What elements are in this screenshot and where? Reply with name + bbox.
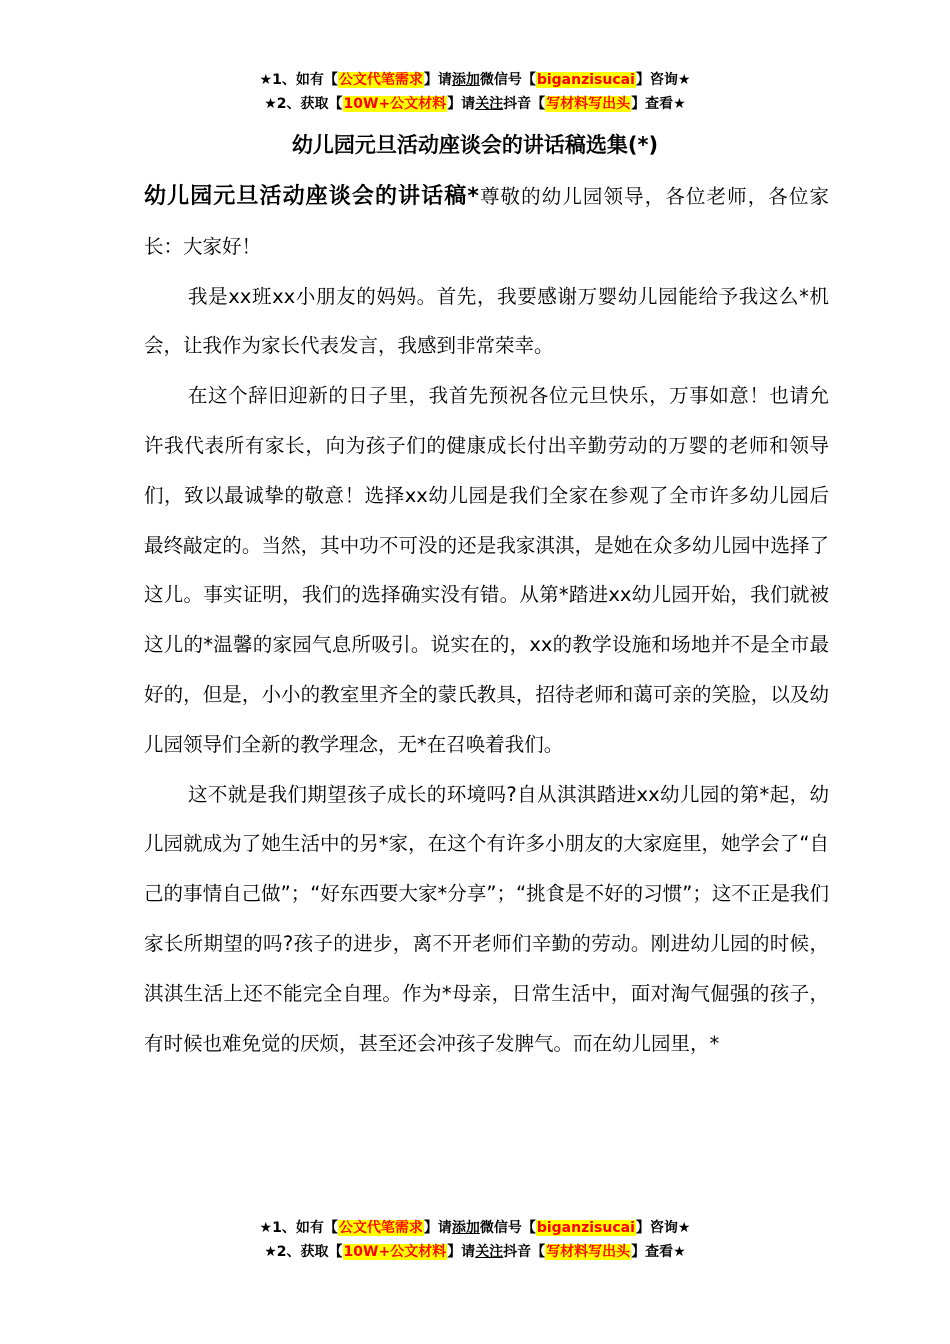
document-title: 幼儿园元旦活动座谈会的讲话稿选集(*) <box>291 133 659 157</box>
highlight-wechat-id: biganzisucai <box>536 1220 635 1236</box>
lead-heading: 幼儿园元旦活动座谈会的讲话稿* <box>144 184 479 209</box>
lead-text: 尊敬的幼儿园领导，各位老师，各位家长：大家好！ <box>144 185 829 258</box>
banner-text: 】请 <box>423 1220 452 1236</box>
banner-text: 】请 <box>423 72 452 88</box>
banner-text: ★1、如有【 <box>259 72 338 88</box>
banner-line-2 <box>0 1240 950 1264</box>
underlined-text: 添加 <box>451 72 480 88</box>
footer-banner <box>0 1216 950 1264</box>
document-body <box>144 172 829 1068</box>
banner-text: 】查看★ <box>631 1244 686 1260</box>
banner-text: 】查看★ <box>631 96 686 112</box>
banner-text: 】请 <box>447 96 476 112</box>
banner-text: 微信号【 <box>479 72 536 88</box>
highlight-service: 公文代笔需求 <box>338 72 423 88</box>
underlined-text: 添加 <box>451 1220 480 1236</box>
banner-line-2 <box>0 92 950 116</box>
banner-text: ★2、获取【 <box>264 1244 343 1260</box>
highlight-douyin: 写材料写出头 <box>546 1244 631 1260</box>
banner-text: 】咨询★ <box>635 72 691 88</box>
banner-text: 微信号【 <box>479 1220 536 1236</box>
paragraph: 在这个辞旧迎新的日子里，我首先预祝各位元旦快乐，万事如意！也请允许我代表所有家长，向为孩子们的健康成长付出辛勤劳动的万婴的老师和领导们，致以最诚挚的敬意！选择xx幼儿园是我们全家在参观了全市许多幼儿园后最终敲定的。当然，其中功不可没的还是我家淇淇，是她在众多幼儿园中选择了这儿。事实证明，我们的选择确实没有错。从第*踏进xx幼儿园开始，我们就被这儿的*温馨的家园气息所吸引。说实在的，xx的教学设施和场地并不是全市最好的，但是，小小的教室里齐全的蒙氏教具，招待老师和蔼可亲的笑脸，以及幼儿园领导们全新的教学理念，无*在召唤着我们。 <box>144 384 829 756</box>
banner-text: 抖音【 <box>503 1244 546 1260</box>
banner-text: ★1、如有【 <box>259 1220 338 1236</box>
lead-paragraph <box>144 172 829 272</box>
highlight-materials: 10W+公文材料 <box>343 96 447 112</box>
banner-text: ★2、获取【 <box>264 96 343 112</box>
highlight-materials: 10W+公文材料 <box>343 1244 447 1260</box>
highlight-douyin: 写材料写出头 <box>546 96 631 112</box>
highlight-wechat-id: biganzisucai <box>536 72 635 88</box>
banner-line-1 <box>0 68 950 92</box>
underlined-text: 关注 <box>475 1244 504 1260</box>
header-banner <box>0 68 950 116</box>
banner-line-1 <box>0 1216 950 1240</box>
paragraph: 这不就是我们期望孩子成长的环境吗?自从淇淇踏进xx幼儿园的第*起，幼儿园就成为了她生活中的另*家，在这个有许多小朋友的大家庭里，她学会了“自己的事情自己做”；“好东西要大家*分享”；“挑食是不好的习惯”；这不正是我们家长所期望的吗?孩子的进步，离不开老师们辛勤的劳动。刚进幼儿园的时候，淇淇生活上还不能完全自理。作为*母亲，日常生活中，面对淘气倔强的孩子，有时候也难免觉的厌烦，甚至还会冲孩子发脾气。而在幼儿园里，* <box>144 782 829 1055</box>
underlined-text: 关注 <box>475 96 504 112</box>
banner-text: 】咨询★ <box>635 1220 691 1236</box>
banner-text: 】请 <box>447 1244 476 1260</box>
banner-text: 抖音【 <box>503 96 546 112</box>
paragraph: 我是xx班xx小朋友的妈妈。首先，我要感谢万婴幼儿园能给予我这么*机会，让我作为家长代表发言，我感到非常荣幸。 <box>144 284 829 358</box>
highlight-service: 公文代笔需求 <box>338 1220 423 1236</box>
